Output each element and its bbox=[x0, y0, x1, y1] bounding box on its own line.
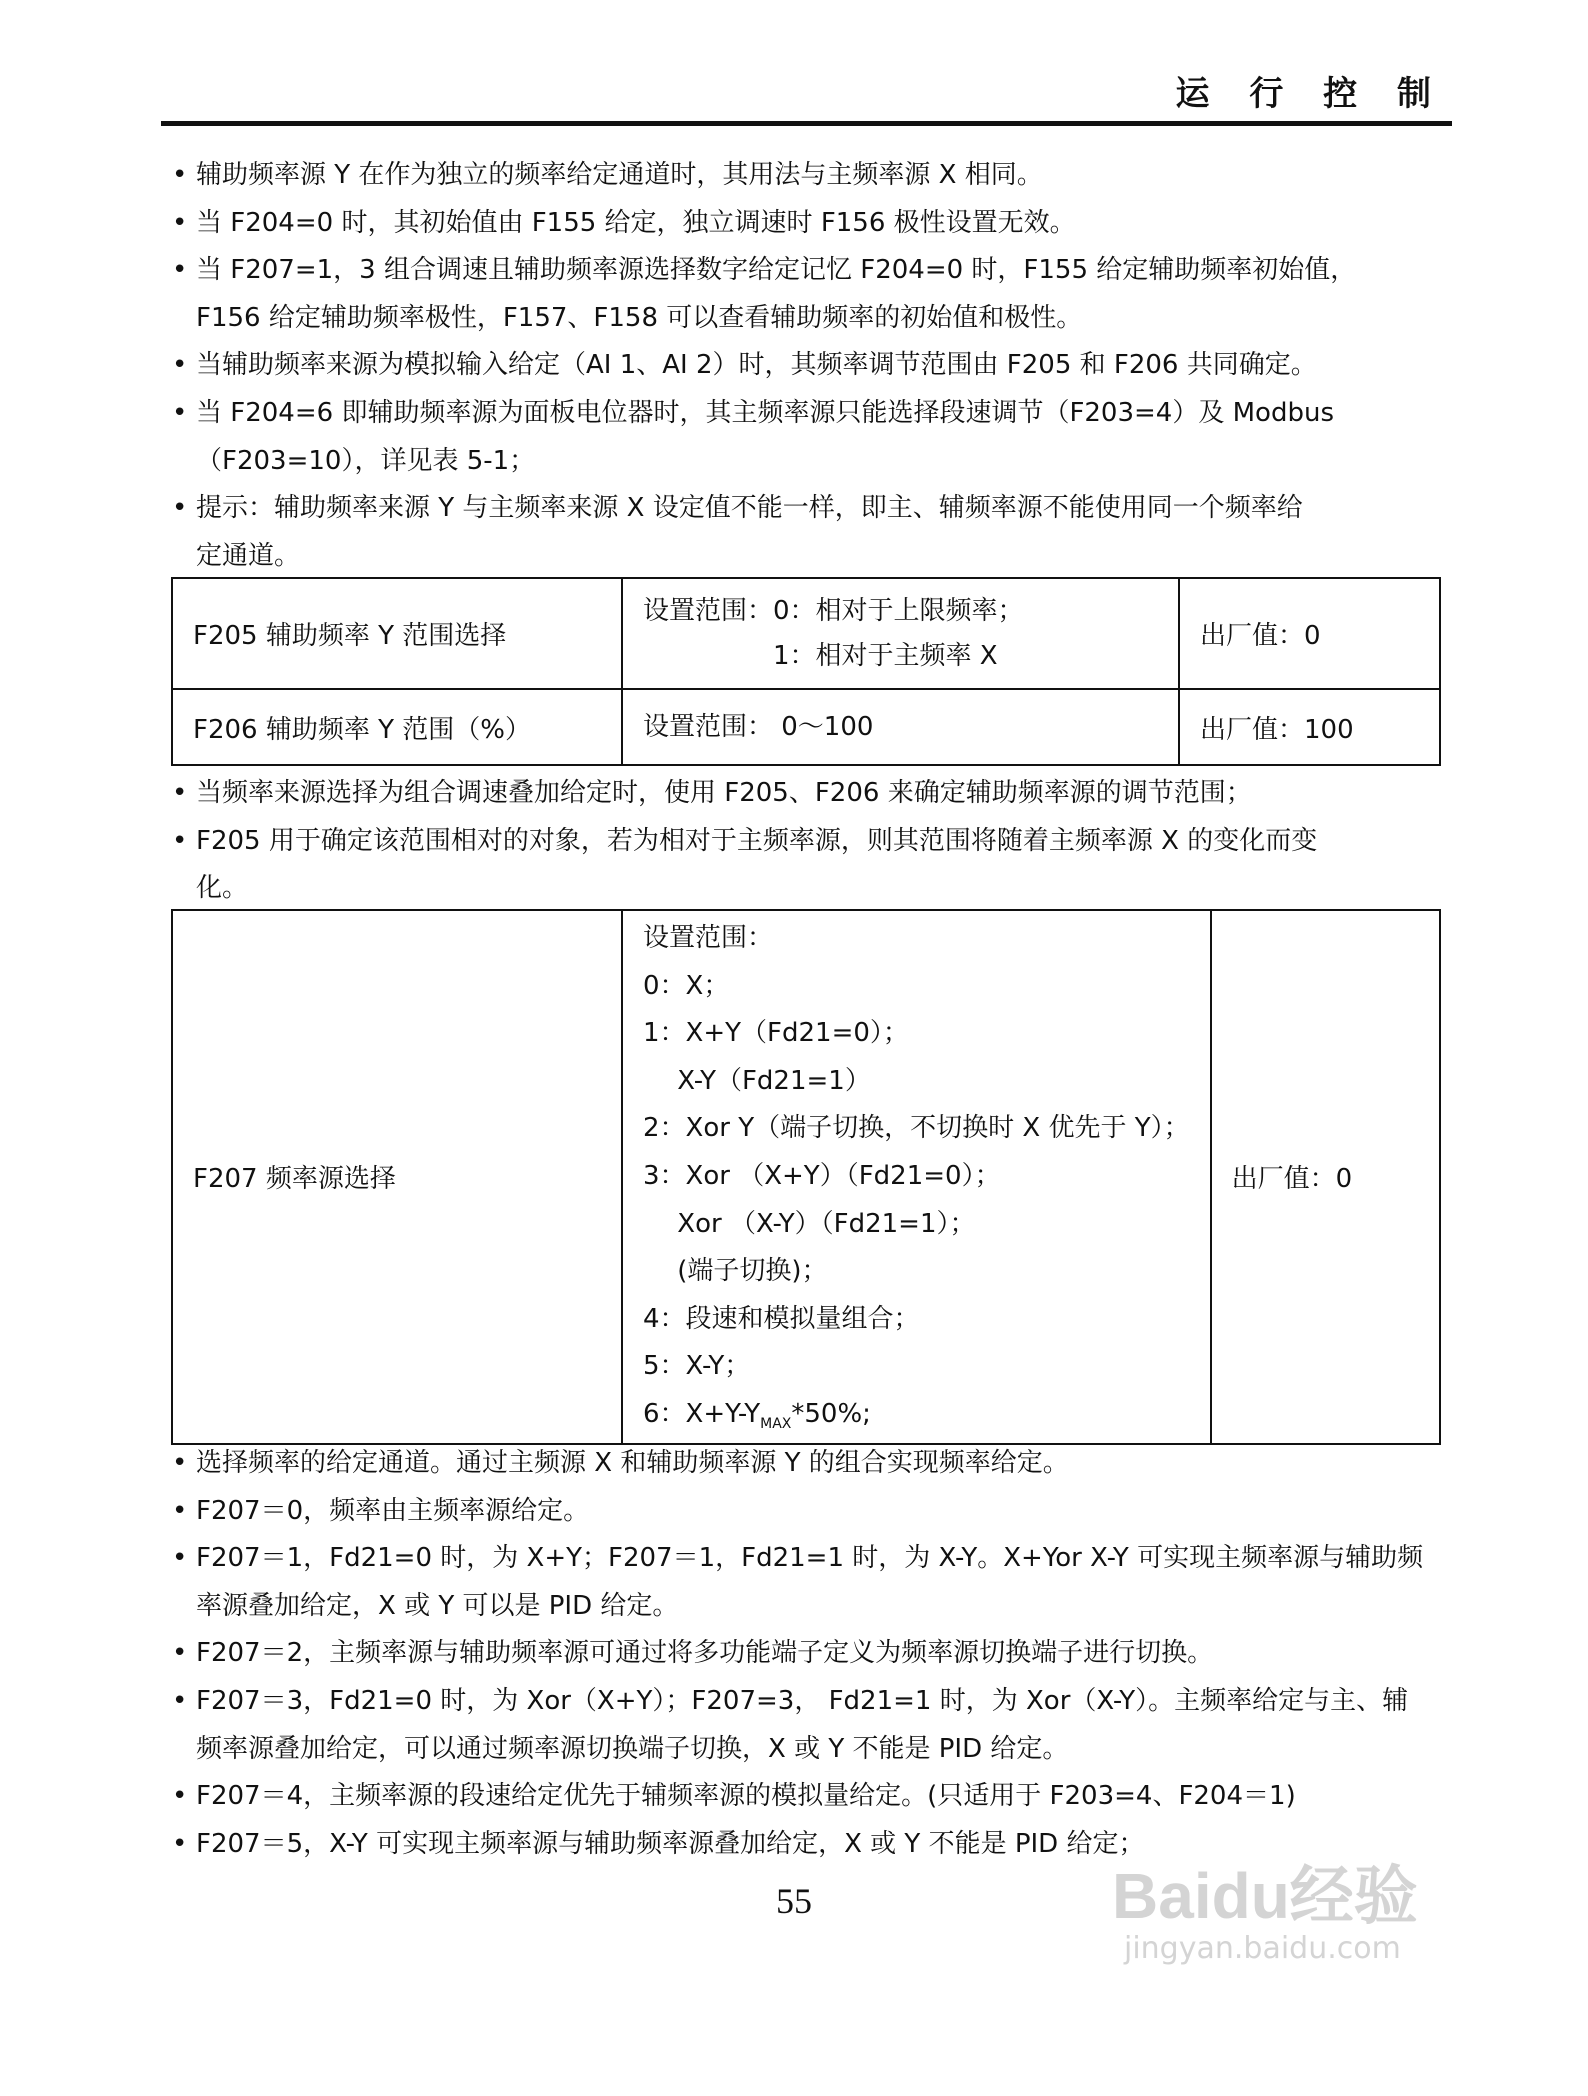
param-range bbox=[622, 910, 1211, 1444]
bullet-icon: • bbox=[172, 1685, 188, 1716]
bullet-icon: • bbox=[172, 493, 188, 524]
bullet-item bbox=[172, 485, 1452, 580]
range-option: X-Y（Fd21=1） bbox=[643, 1065, 871, 1096]
bullet-text: 辅助频率源 Y 在作为独立的频率给定通道时，其用法与主频率源 X 相同。 bbox=[196, 160, 1043, 190]
bullet-text: 定通道。 bbox=[196, 540, 301, 571]
bullet-text: （F203=10），详见表 5-1； bbox=[196, 445, 536, 476]
bullet-item bbox=[172, 342, 1452, 390]
watermark-url: jingyan.baidu.com bbox=[1124, 1931, 1401, 1966]
bullet-text: 当 F207=1，3 组合调速且辅助频率源选择数字给定记忆 F204=0 时，F155 给定辅助频率初始值， bbox=[196, 255, 1357, 286]
bullet-icon: • bbox=[172, 825, 188, 856]
bullet-text: F156 给定辅助频率极性，F157、F158 可以查看辅助频率的初始值和极性。 bbox=[196, 302, 1083, 333]
table-row bbox=[172, 578, 1440, 689]
bullet-icon: • bbox=[172, 778, 188, 808]
range-option-6: 6：$X+Y-Y_{MAX}*50\%$; bbox=[643, 1398, 871, 1433]
header-rule bbox=[161, 121, 1452, 126]
bullet-item bbox=[172, 1488, 1452, 1536]
bullet-icon: • bbox=[172, 397, 188, 428]
bullet-icon: • bbox=[172, 1448, 188, 1478]
bullet-text: 提示：辅助频率来源 Y 与主频率来源 X 设定值不能一样，即主、辅频率源不能使用同一个频率给 bbox=[196, 493, 1303, 524]
bullet-icon: • bbox=[172, 1638, 188, 1669]
bullet-text: 当 F204=0 时，其初始值由 F155 给定，独立调速时 F156 极性设置无效。 bbox=[196, 207, 1076, 238]
bullet-text: F207＝1，Fd21=0 时，为 X+Y；F207＝1，Fd21=1 时，为 X-Y。X+Yor X-Y 可实现主频率源与辅助频 bbox=[196, 1543, 1424, 1574]
bullet-item bbox=[172, 1678, 1452, 1773]
bullet-icon: • bbox=[172, 1495, 188, 1526]
param-default: 出厂值：100 bbox=[1179, 689, 1440, 765]
table-row bbox=[172, 689, 1440, 765]
bullet-text: 选择频率的给定通道。通过主频源 X 和辅助频率源 Y 的组合实现频率给定。 bbox=[196, 1448, 1069, 1478]
bullet-text: 当 F204=6 即辅助频率源为面板电位器时，其主频率源只能选择段速调节（F203=4）及 Modbus bbox=[196, 397, 1334, 428]
chapter-title: 运 行 控 制 bbox=[1175, 74, 1445, 114]
range-option: 设置范围： bbox=[643, 923, 774, 953]
range-option: 4：段速和模拟量组合； bbox=[643, 1303, 920, 1334]
range-option: 0：X； bbox=[643, 970, 730, 1001]
bullet-item bbox=[172, 152, 1452, 200]
range-option: Xor （X-Y）（Fd21=1）； bbox=[643, 1208, 976, 1239]
bullet-item bbox=[172, 770, 1452, 818]
watermark-logo: Baidu经验 bbox=[1112, 1860, 1418, 1932]
bullet-icon: • bbox=[172, 255, 188, 286]
bullet-item bbox=[172, 1535, 1452, 1630]
bullet-item bbox=[172, 1630, 1452, 1678]
baidu-watermark bbox=[1112, 1845, 1418, 1966]
bullet-text: 当频率来源选择为组合调速叠加给定时，使用 F205、F206 来确定辅助频率源的调节范围； bbox=[196, 778, 1252, 808]
bullet-item bbox=[172, 200, 1452, 248]
bullet-icon: • bbox=[172, 1543, 188, 1574]
bullet-text: 化。 bbox=[196, 873, 249, 904]
range-option: (端子切换)； bbox=[643, 1256, 828, 1287]
bullet-text: 当辅助频率来源为模拟输入给定（AI 1、AI 2）时，其频率调节范围由 F205 和 F206 共同确定。 bbox=[196, 350, 1317, 381]
bullet-text: 率源叠加给定，X 或 Y 可以是 PID 给定。 bbox=[196, 1590, 679, 1621]
param-table-f205-f206 bbox=[171, 577, 1441, 766]
bullet-text: F207＝4，主频率源的段速给定优先于辅频率源的模拟量给定。(只适用于 F203=4、F204＝1) bbox=[196, 1781, 1296, 1812]
range-option: 1：X+Y（Fd21=0）； bbox=[643, 1018, 909, 1049]
bullet-icon: • bbox=[172, 207, 188, 238]
bullet-text: F205 用于确定该范围相对的对象，若为相对于主频率源，则其范围将随着主频率源 X 的变化而变 bbox=[196, 825, 1318, 856]
section-2-bullets bbox=[172, 770, 1452, 913]
bullet-item bbox=[172, 1440, 1452, 1488]
page-number: 55 bbox=[776, 1881, 812, 1921]
param-name: F205 辅助频率 Y 范围选择 bbox=[172, 578, 622, 689]
bullet-icon: • bbox=[172, 1781, 188, 1812]
param-range: 设置范围： 0～100 bbox=[622, 689, 1179, 765]
bullet-text: F207＝0，频率由主频率源给定。 bbox=[196, 1495, 590, 1526]
bullet-item bbox=[172, 390, 1452, 485]
param-name: F206 辅助频率 Y 范围（%） bbox=[172, 689, 622, 765]
bullet-icon: • bbox=[172, 1828, 188, 1859]
section-3-bullets bbox=[172, 1440, 1452, 1868]
range-option: 2：Xor Y（端子切换，不切换时 X 优先于 Y）； bbox=[643, 1113, 1190, 1144]
bullet-item bbox=[172, 818, 1452, 913]
section-1-bullets bbox=[172, 152, 1452, 580]
param-range: 设置范围：0：相对于上限频率； 1：相对于主频率 X bbox=[622, 578, 1179, 689]
table-row bbox=[172, 910, 1440, 1444]
bullet-icon: • bbox=[172, 160, 188, 190]
bullet-text: 频率源叠加给定，可以通过频率源切换端子切换，X 或 Y 不能是 PID 给定。 bbox=[196, 1733, 1069, 1764]
bullet-icon: • bbox=[172, 350, 188, 381]
param-default: 出厂值：0 bbox=[1179, 578, 1440, 689]
range-option: 3：Xor （X+Y）（Fd21=0）； bbox=[643, 1160, 1001, 1191]
param-default: 出厂值：0 bbox=[1211, 910, 1440, 1444]
range-option: 5：X-Y； bbox=[643, 1351, 751, 1382]
bullet-text: F207＝2，主频率源与辅助频率源可通过将多功能端子定义为频率源切换端子进行切换。 bbox=[196, 1638, 1214, 1669]
bullet-item bbox=[172, 1773, 1452, 1821]
bullet-text: F207＝3，Fd21=0 时，为 Xor（X+Y）；F207=3， Fd21=1 时，为 Xor（X-Y）。主频率给定与主、辅 bbox=[196, 1685, 1409, 1716]
bullet-item bbox=[172, 247, 1452, 342]
param-name: F207 频率源选择 bbox=[172, 910, 622, 1444]
bullet-text: F207＝5，X-Y 可实现主频率源与辅助频率源叠加给定，X 或 Y 不能是 PID 给定； bbox=[196, 1828, 1145, 1859]
param-table-f207 bbox=[171, 909, 1441, 1445]
